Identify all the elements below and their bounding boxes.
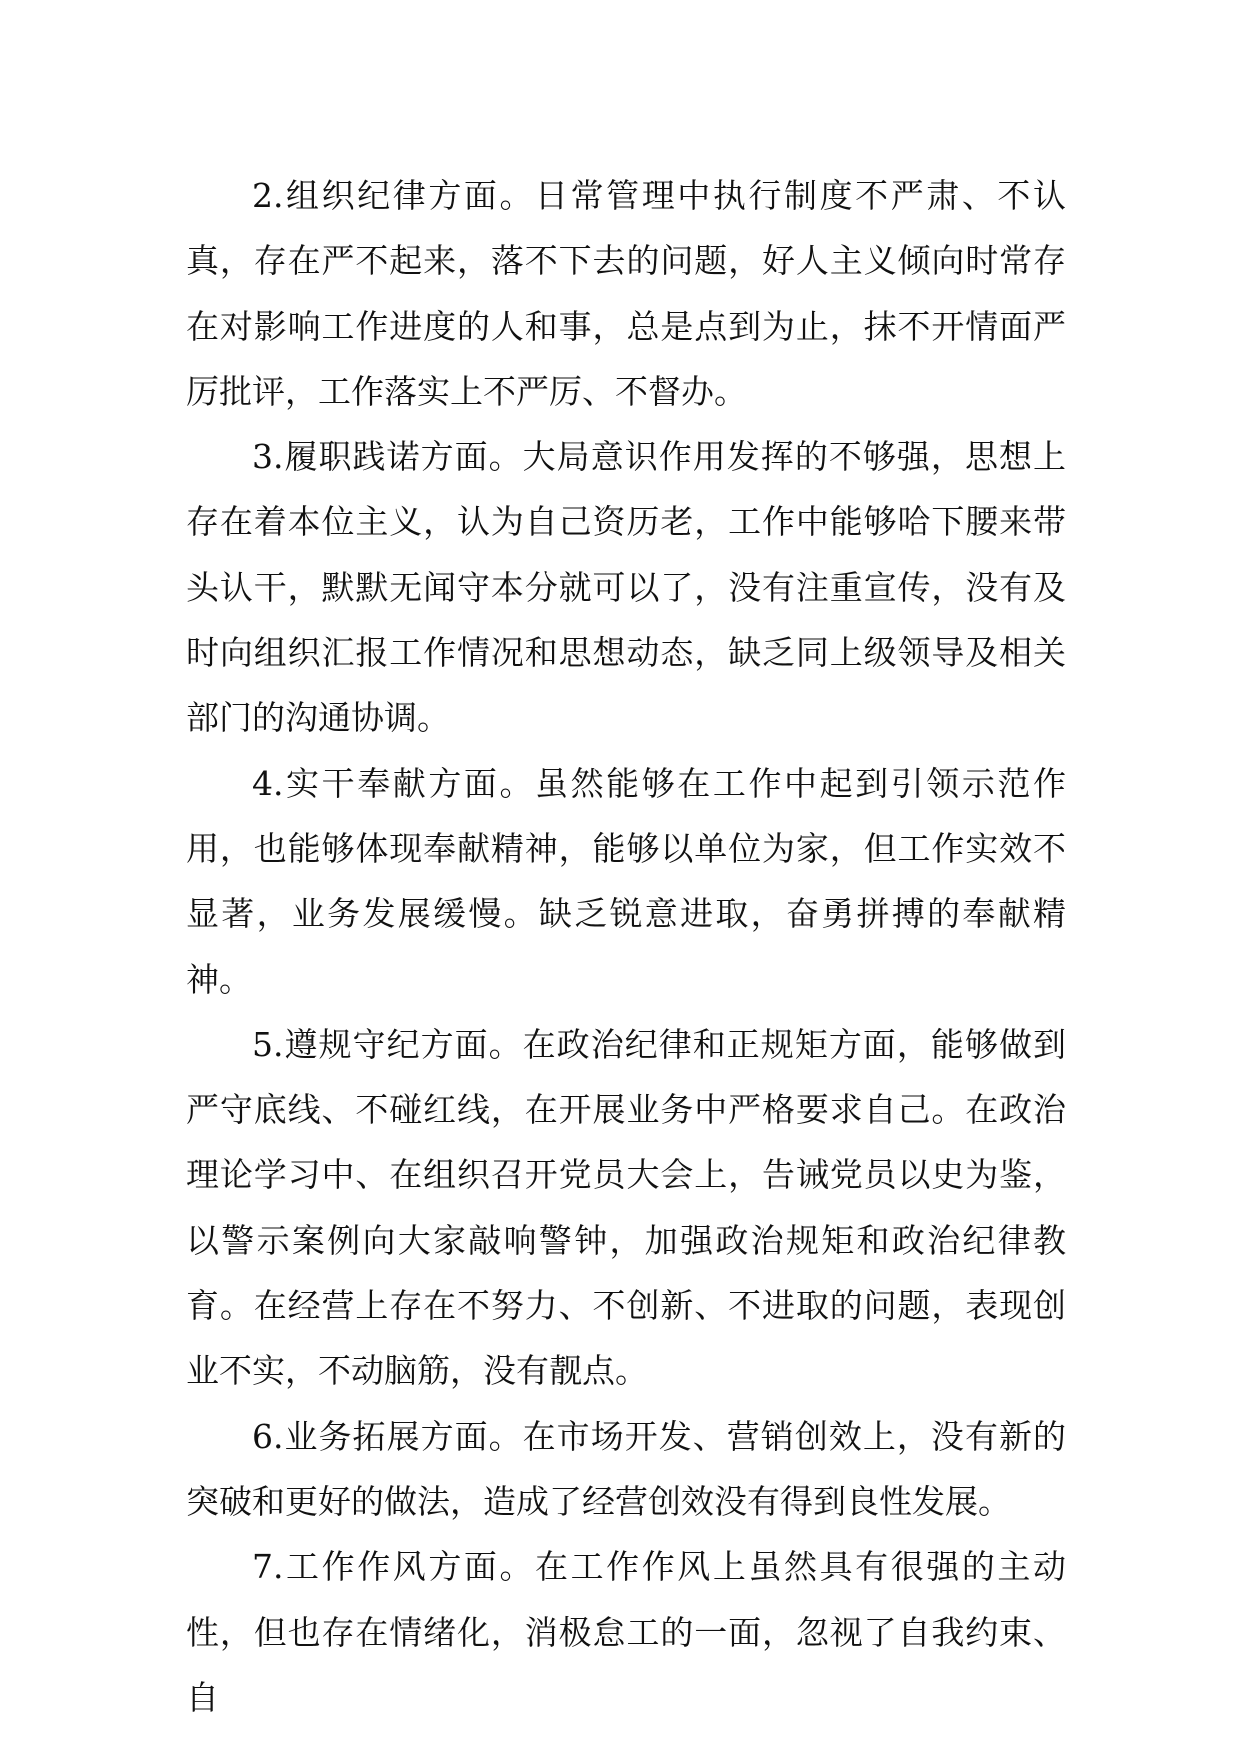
paragraph-rules-discipline: 5.遵规守纪方面。在政治纪律和正规矩方面，能够做到严守底线、不碰红线，在开展业务中严格要求自己。在政治理论学习中、在组织召开党员大会上，告诫党员以史为鉴，以警示案例向大家敲响警钟，加强政治规矩和政治纪律教育。在经营上存在不努力、不创新、不进取的问题，表现创业不实，不动脑筋，没有靓点。 [186,1024,1066,1391]
paragraph-business-expansion: 6.业务拓展方面。在市场开发、营销创效上，没有新的突破和更好的做法，造成了经营创效没有得到良性发展。 [186,1416,1066,1521]
paragraph-duty-performance: 3.履职践诺方面。大局意识作用发挥的不够强，思想上存在着本位主义，认为自己资历老，工作中能够哈下腰来带头认干，默默无闻守本分就可以了，没有注重宣传，没有及时向组织汇报工作情况和思想动态，缺乏同上级领导及相关部门的沟通协调。 [186,437,1066,738]
paragraph-dedication: 4.实干奉献方面。虽然能够在工作中起到引领示范作用，也能够体现奉献精神，能够以单位为家，但工作实效不显著，业务发展缓慢。缺乏锐意进取，奋勇拼搏的奉献精神。 [186,763,1066,999]
document-body [186,163,1066,1730]
paragraph-organizational-discipline: 2.组织纪律方面。日常管理中执行制度不严肃、不认真，存在严不起来，落不下去的问题，好人主义倾向时常存在对影响工作进度的人和事，总是点到为止，抹不开情面严厉批评，工作落实上不严厉、不督办。 [186,176,1066,411]
paragraph-work-style: 7.工作作风方面。在工作作风上虽然具有很强的主动性，但也存在情绪化，消极怠工的一面，忽视了自我约束、自 [186,1547,1066,1717]
